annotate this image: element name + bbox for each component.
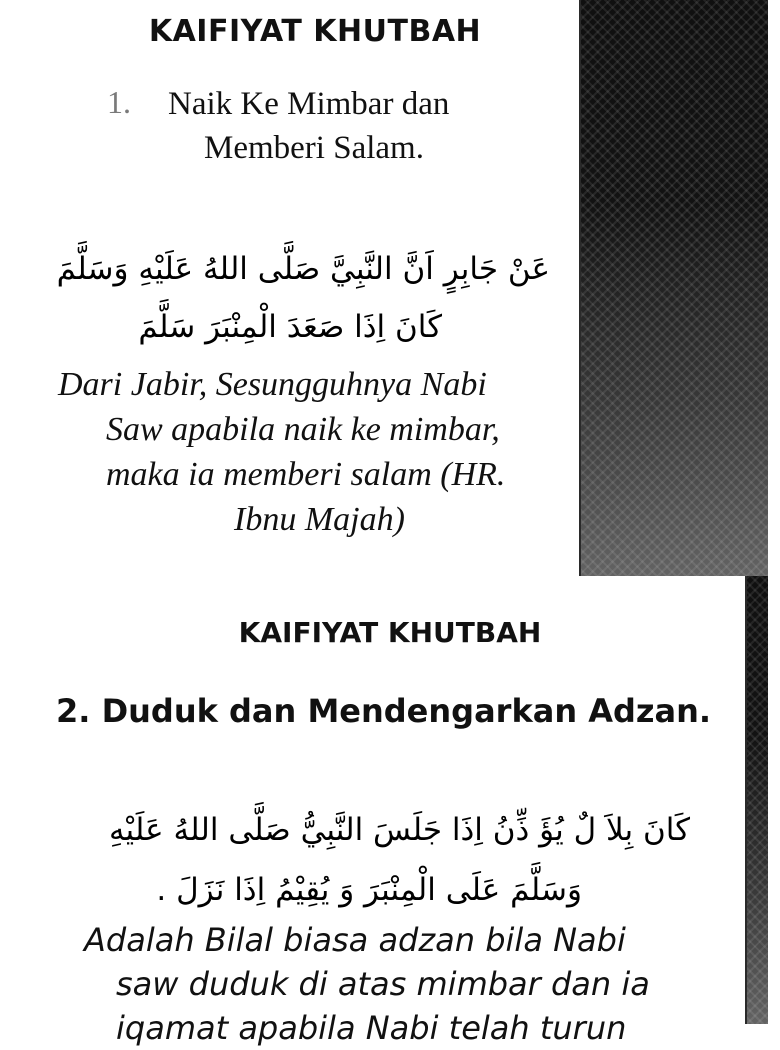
list-item-line-2: Memberi Salam. [204,130,424,166]
translation-line-4: Ibnu Majah) [234,501,405,538]
translation-line-3: iqamat apabila Nabi telah turun [116,1009,627,1047]
list-item-line-1: Naik Ke Mimbar dan [168,86,450,122]
translation-line-3: maka ia memberi salam (HR. [106,456,506,493]
slide-title: KAIFIYAT KHUTBAH [238,616,542,649]
translation-line-1: Adalah Bilal biasa adzan bila Nabi [84,921,626,959]
arabic-hadith-text [40,240,550,356]
section-heading: 2. Duduk dan Mendengarkan Adzan. [56,692,712,730]
list-item [168,82,568,170]
slide-2 [0,576,768,1047]
hadith-translation [58,362,558,542]
translation-line-2: saw duduk di atas mimbar dan ia [116,965,650,1003]
arabic-line-1: عَنْ جَابِرٍ اَنَّ النَّبِيَّ صَلَّى اللهُ عَلَيْهِ وَسَلَّمَ [56,251,550,287]
hadith-translation [84,918,724,1050]
list-number: 1. [107,84,131,120]
arabic-hadith-text [40,800,690,920]
arabic-line-1: كَانَ بِلاَ لٌ يُؤَ ذِّنُ اِذَا جَلَسَ النَّبِيُّ صَلَّى اللهُ عَلَيْهِ [108,812,690,848]
translation-line-2: Saw apabila naik ke mimbar, [106,411,500,448]
decorative-mesh-panel [576,0,768,576]
translation-line-1: Dari Jabir, Sesungguhnya Nabi [58,366,487,403]
arabic-line-2: كَانَ اِذَا صَعَدَ الْمِنْبَرَ سَلَّمَ [138,309,442,345]
slide-title: KAIFIYAT KHUTBAH [148,14,482,49]
arabic-line-2: وَسَلَّمَ عَلَى الْمِنْبَرَ وَ يُقِيْمُ اِذَا نَزَلَ . [156,872,582,908]
